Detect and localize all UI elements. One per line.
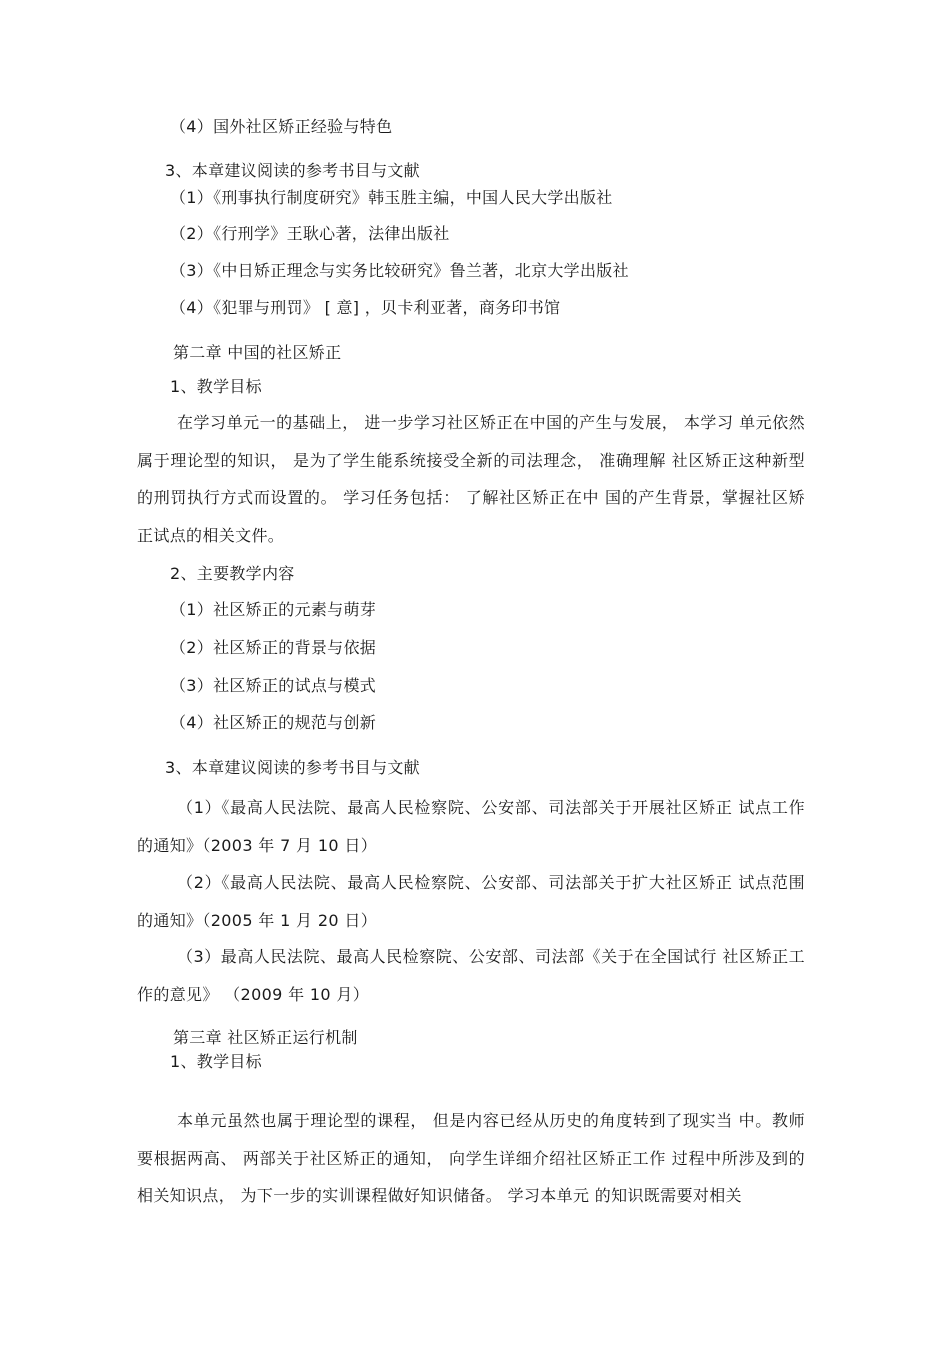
ch1-refs-heading: 3、本章建议阅读的参考书目与文献 — [165, 161, 420, 180]
ch2-content-item-1: （1）社区矫正的元素与萌芽 — [170, 600, 377, 619]
ch2-content-item-2: （2）社区矫正的背景与依据 — [170, 638, 377, 657]
ch2-goal-paragraph: 在学习单元一的基础上， 进一步学习社区矫正在中国的产生与发展， 本学习 单元依然属于理论型的知识， 是为了学生能系统接受全新的司法理念， 准确理解 社区矫正这种新型的刑罚执行方式而设置的。 学习任务包括： 了解社区矫正在中 国的产生背景，掌握社区矫正试点的相关文件。 — [137, 413, 805, 545]
ch2-title: 第二章 中国的社区矫正 — [173, 343, 342, 362]
ch2-content-heading: 2、主要教学内容 — [170, 564, 295, 583]
ch2-goal-heading: 1、教学目标 — [170, 377, 262, 396]
ch1-content-item-4: （4）国外社区矫正经验与特色 — [170, 117, 393, 136]
ch2-ref-2: （2）《最高人民法院、最高人民检察院、公安部、司法部关于扩大社区矫正 试点范围的通知》（2005 年 1 月 20 日） — [137, 873, 805, 930]
ch1-ref-2: （2）《行刑学》王耿心著，法律出版社 — [170, 224, 450, 243]
ch3-goal-heading: 1、教学目标 — [170, 1052, 262, 1071]
ch1-ref-3: （3）《中日矫正理念与实务比较研究》鲁兰著，北京大学出版社 — [170, 261, 629, 280]
ch3-goal-paragraph: 本单元虽然也属于理论型的课程， 但是内容已经从历史的角度转到了现实当 中。教师要根据两高、 两部关于社区矫正的通知， 向学生详细介绍社区矫正工作 过程中所涉及到的相关知识点， 为下一步的实训课程做好知识储备。 学习本单元 的知识既需要对相关 — [137, 1111, 805, 1205]
ch1-ref-1: （1）《刑事执行制度研究》韩玉胜主编，中国人民大学出版社 — [170, 188, 613, 207]
ch3-title: 第三章 社区矫正运行机制 — [173, 1028, 358, 1047]
ch2-refs-heading: 3、本章建议阅读的参考书目与文献 — [165, 758, 420, 777]
ch2-ref-1: （1）《最高人民法院、最高人民检察院、公安部、司法部关于开展社区矫正 试点工作的通知》（2003 年 7 月 10 日） — [137, 798, 805, 855]
ch1-ref-4: （4）《犯罪与刑罚》 [ 意] ，贝卡利亚著，商务印书馆 — [170, 298, 561, 317]
ch2-content-item-4: （4）社区矫正的规范与创新 — [170, 713, 377, 732]
ch2-content-item-3: （3）社区矫正的试点与模式 — [170, 676, 377, 695]
ch2-ref-3: （3）最高人民法院、最高人民检察院、公安部、司法部《关于在全国试行 社区矫正工作的意见》 （2009 年 10 月） — [137, 947, 805, 1004]
